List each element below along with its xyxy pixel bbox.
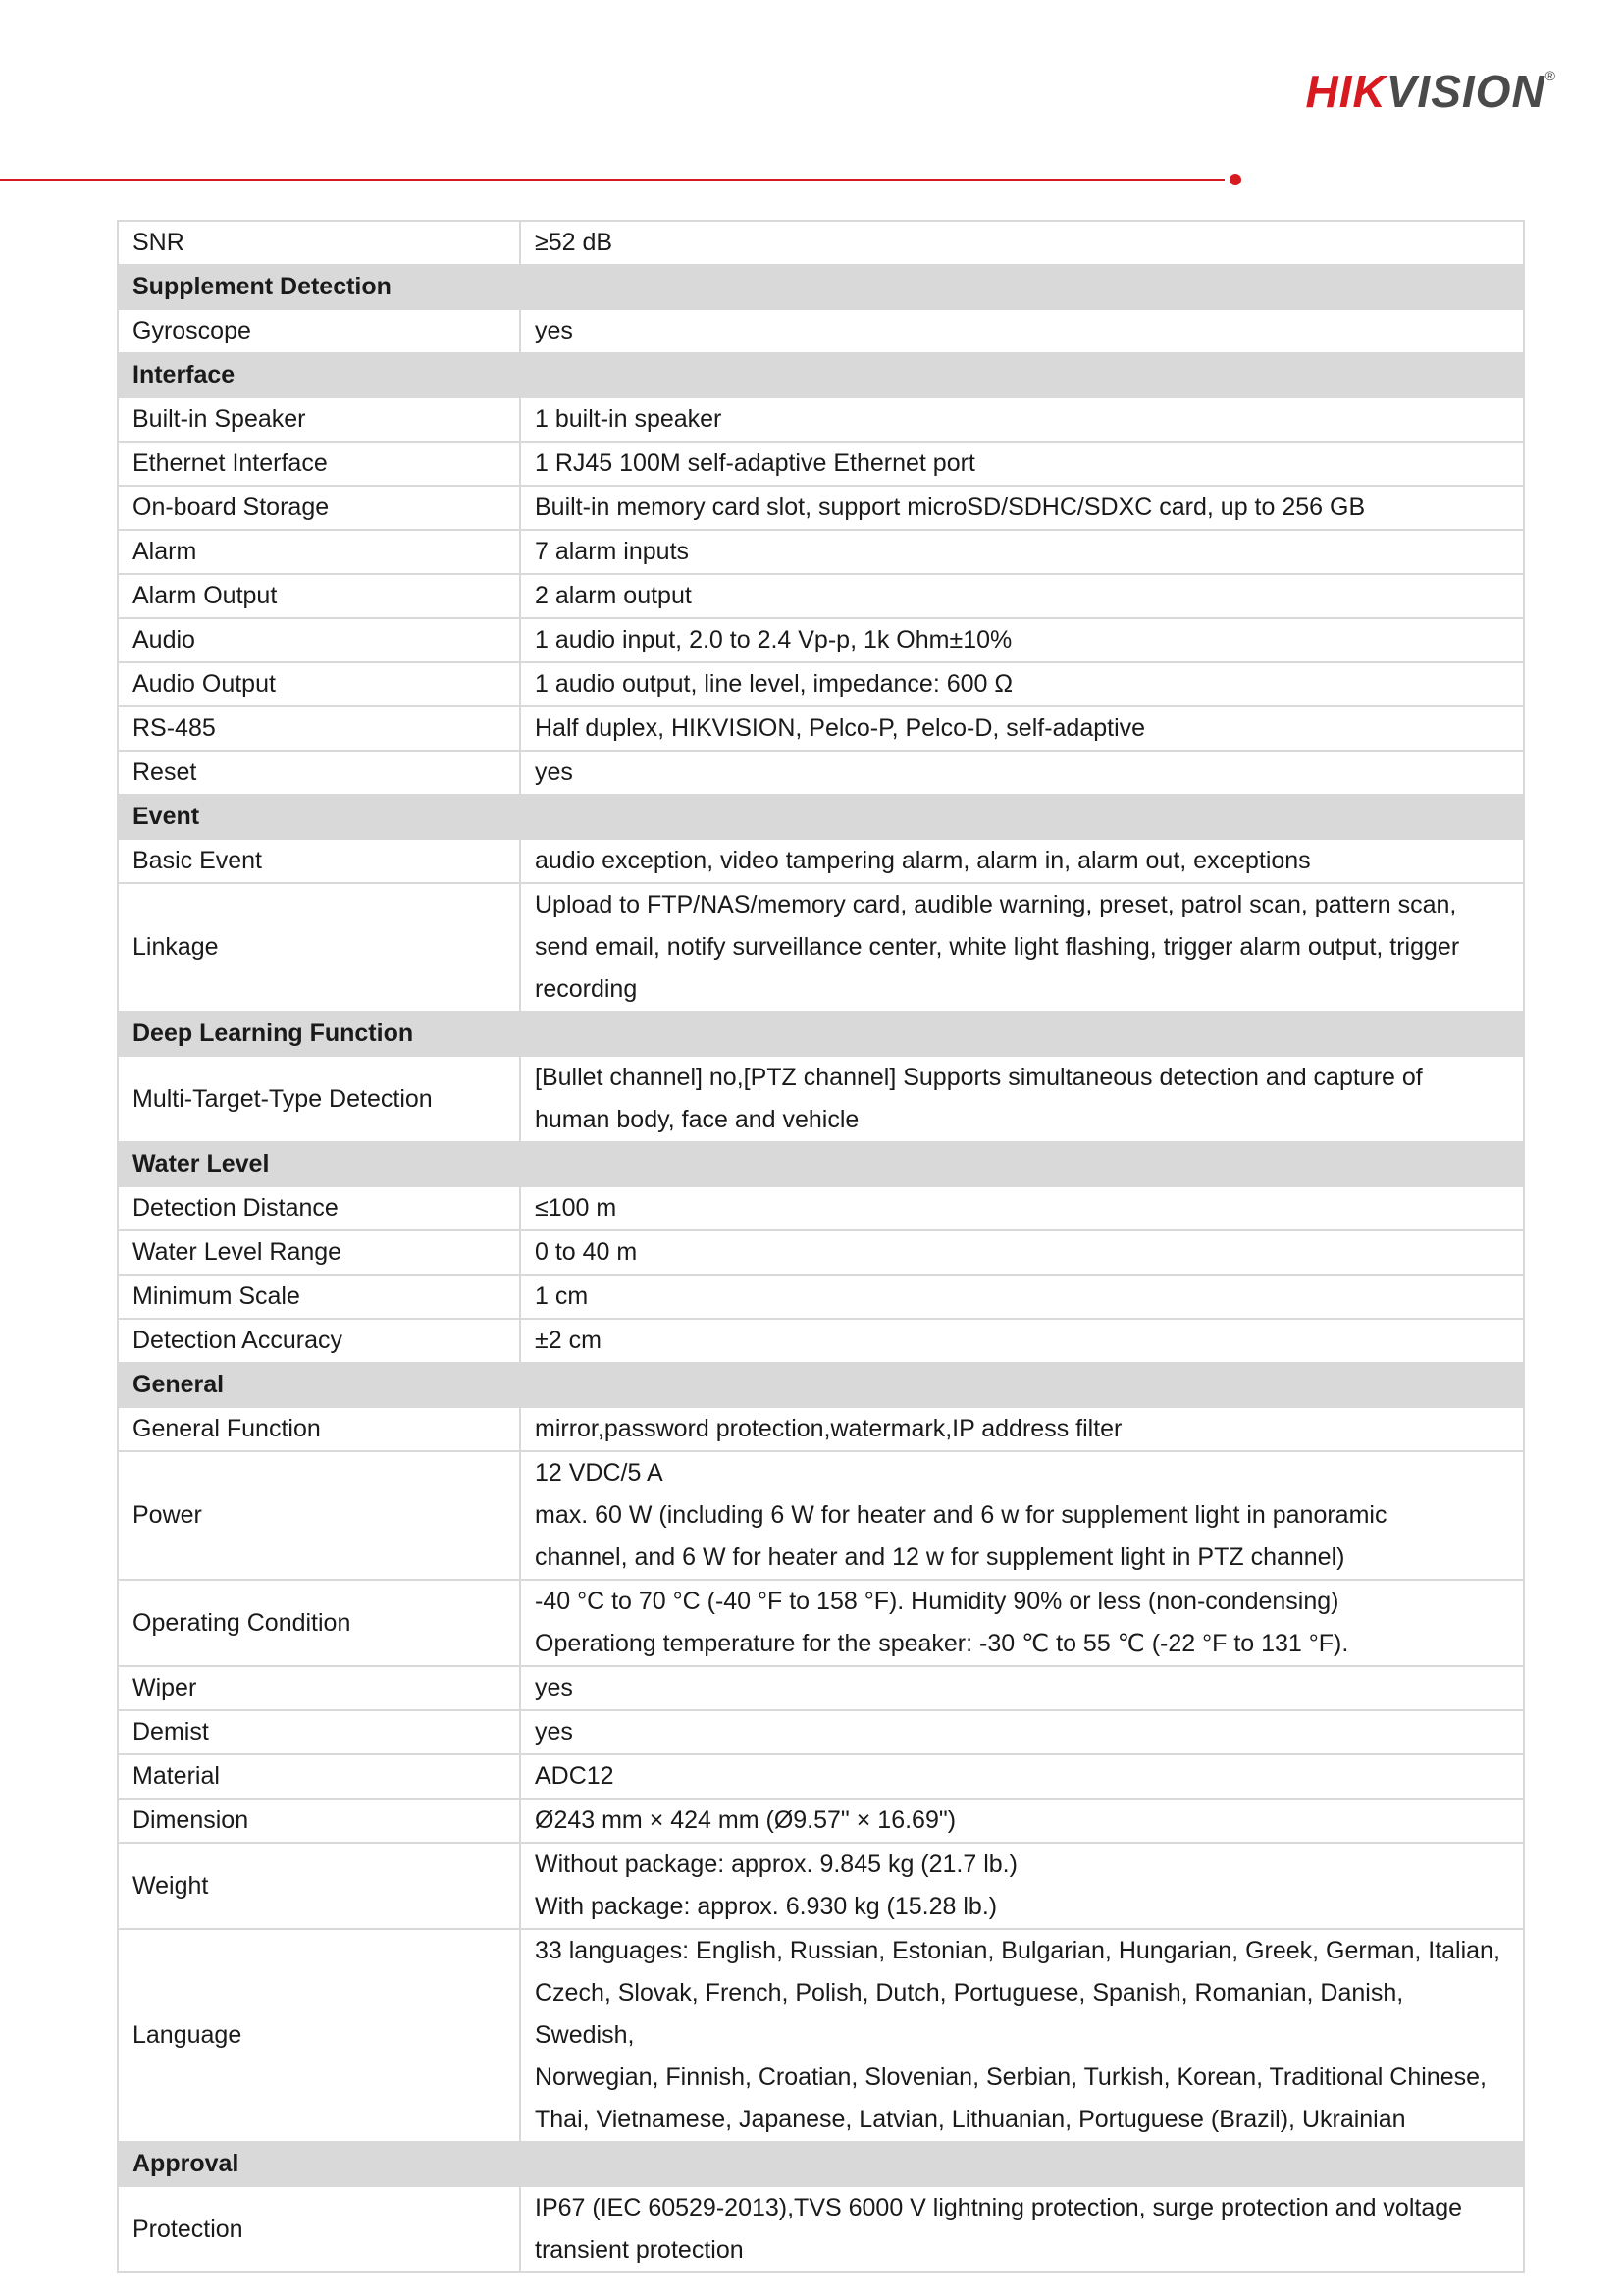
spec-label: Multi-Target-Type Detection bbox=[118, 1056, 520, 1142]
header-divider-line bbox=[0, 179, 1225, 181]
section-header-row bbox=[118, 1363, 1524, 1407]
spec-row bbox=[118, 1754, 1524, 1799]
spec-label: Detection Accuracy bbox=[118, 1319, 520, 1363]
logo-part-hik: HIK bbox=[1305, 66, 1387, 117]
spec-value-line: 1 audio input, 2.0 to 2.4 Vp-p, 1k Ohm±10% bbox=[535, 626, 1013, 653]
spec-label: Weight bbox=[118, 1843, 520, 1929]
spec-label: Power bbox=[118, 1451, 520, 1580]
spec-row bbox=[118, 1407, 1524, 1451]
spec-row bbox=[118, 1799, 1524, 1843]
section-header-row bbox=[118, 1012, 1524, 1056]
header-divider-dot bbox=[1230, 174, 1241, 185]
spec-value-line: -40 °C to 70 °C (-40 °F to 158 °F). Humidity 90% or less (non-condensing) bbox=[535, 1588, 1339, 1615]
section-header: Approval bbox=[118, 2142, 1524, 2186]
spec-row bbox=[118, 751, 1524, 795]
spec-row bbox=[118, 486, 1524, 530]
spec-value bbox=[520, 1186, 1524, 1230]
spec-row bbox=[118, 662, 1524, 706]
spec-row bbox=[118, 221, 1524, 265]
spec-value-line: 1 audio output, line level, impedance: 600 Ω bbox=[535, 670, 1014, 698]
spec-label: Wiper bbox=[118, 1666, 520, 1710]
spec-value bbox=[520, 1407, 1524, 1451]
spec-label: RS-485 bbox=[118, 706, 520, 751]
spec-value bbox=[520, 2186, 1524, 2272]
spec-label: Built-in Speaker bbox=[118, 397, 520, 442]
spec-value-line: 1 RJ45 100M self-adaptive Ethernet port bbox=[535, 449, 975, 477]
spec-row bbox=[118, 883, 1524, 1012]
spec-value-line: ≤100 m bbox=[535, 1194, 617, 1222]
spec-value bbox=[520, 221, 1524, 265]
spec-label: General Function bbox=[118, 1407, 520, 1451]
spec-value bbox=[520, 486, 1524, 530]
spec-label: Basic Event bbox=[118, 839, 520, 883]
section-header: Deep Learning Function bbox=[118, 1012, 1524, 1056]
spec-value bbox=[520, 1799, 1524, 1843]
spec-value-line: 33 languages: English, Russian, Estonian, Bulgarian, Hungarian, Greek, German, Italian, bbox=[535, 1937, 1500, 1964]
logo-registered-mark: ® bbox=[1544, 68, 1556, 83]
spec-value-line: 1 built-in speaker bbox=[535, 405, 722, 433]
spec-value bbox=[520, 1056, 1524, 1142]
spec-value bbox=[520, 1275, 1524, 1319]
spec-row bbox=[118, 706, 1524, 751]
section-header: General bbox=[118, 1363, 1524, 1407]
hikvision-logo bbox=[1305, 66, 1557, 117]
spec-label: Gyroscope bbox=[118, 309, 520, 353]
spec-label: SNR bbox=[118, 221, 520, 265]
spec-value-line: yes bbox=[535, 1674, 573, 1701]
spec-value bbox=[520, 1929, 1524, 2142]
spec-value-line: ±2 cm bbox=[535, 1327, 602, 1354]
spec-label: Language bbox=[118, 1929, 520, 2142]
spec-value-line: send email, notify surveillance center, white light flashing, trigger alarm output, trigger bbox=[535, 933, 1460, 961]
spec-label: Operating Condition bbox=[118, 1580, 520, 1666]
spec-label: Demist bbox=[118, 1710, 520, 1754]
section-header-row bbox=[118, 795, 1524, 839]
spec-row bbox=[118, 1843, 1524, 1929]
spec-row bbox=[118, 442, 1524, 486]
spec-value-line: Without package: approx. 9.845 kg (21.7 lb.) bbox=[535, 1851, 1018, 1878]
spec-value-line: Built-in memory card slot, support microSD/SDHC/SDXC card, up to 256 GB bbox=[535, 494, 1366, 521]
spec-row bbox=[118, 397, 1524, 442]
spec-label: Detection Distance bbox=[118, 1186, 520, 1230]
spec-value-line: audio exception, video tampering alarm, alarm in, alarm out, exceptions bbox=[535, 847, 1311, 874]
spec-value bbox=[520, 839, 1524, 883]
spec-value bbox=[520, 1666, 1524, 1710]
spec-row bbox=[118, 1230, 1524, 1275]
spec-value bbox=[520, 397, 1524, 442]
spec-value-line: Operationg temperature for the speaker: -30 ℃ to 55 ℃ (-22 °F to 131 °F). bbox=[535, 1630, 1349, 1657]
spec-row bbox=[118, 1666, 1524, 1710]
spec-value-line: yes bbox=[535, 317, 573, 344]
spec-value-line: recording bbox=[535, 975, 638, 1003]
logo-part-vision: VISION bbox=[1386, 66, 1545, 117]
spec-value-line: 2 alarm output bbox=[535, 582, 692, 609]
spec-value bbox=[520, 1754, 1524, 1799]
spec-value bbox=[520, 706, 1524, 751]
spec-value-line: ≥52 dB bbox=[535, 229, 613, 256]
spec-row bbox=[118, 1580, 1524, 1666]
spec-label: Alarm Output bbox=[118, 574, 520, 618]
spec-value-line: 1 cm bbox=[535, 1282, 589, 1310]
spec-value-line: channel, and 6 W for heater and 12 w for supplement light in PTZ channel) bbox=[535, 1543, 1345, 1571]
spec-value-line: ADC12 bbox=[535, 1762, 614, 1790]
spec-value-line: Ø243 mm × 424 mm (Ø9.57" × 16.69") bbox=[535, 1806, 957, 1834]
spec-value bbox=[520, 530, 1524, 574]
spec-value-line: 12 VDC/5 A bbox=[535, 1459, 663, 1487]
spec-value bbox=[520, 1580, 1524, 1666]
spec-value-line: Norwegian, Finnish, Croatian, Slovenian, Serbian, Turkish, Korean, Traditional Chinese, bbox=[535, 2063, 1487, 2091]
spec-row bbox=[118, 1056, 1524, 1142]
spec-value bbox=[520, 1843, 1524, 1929]
spec-value-line: Half duplex, HIKVISION, Pelco-P, Pelco-D, self-adaptive bbox=[535, 714, 1146, 742]
spec-value-line: IP67 (IEC 60529-2013),TVS 6000 V lightning protection, surge protection and voltage bbox=[535, 2194, 1463, 2221]
section-header: Water Level bbox=[118, 1142, 1524, 1186]
spec-label: Protection bbox=[118, 2186, 520, 2272]
spec-value-line: Upload to FTP/NAS/memory card, audible warning, preset, patrol scan, pattern scan, bbox=[535, 891, 1457, 918]
spec-row bbox=[118, 1275, 1524, 1319]
spec-row bbox=[118, 1186, 1524, 1230]
spec-label: Ethernet Interface bbox=[118, 442, 520, 486]
spec-label: Water Level Range bbox=[118, 1230, 520, 1275]
spec-label: Audio bbox=[118, 618, 520, 662]
spec-value bbox=[520, 309, 1524, 353]
spec-value-line: yes bbox=[535, 758, 573, 786]
spec-label: Dimension bbox=[118, 1799, 520, 1843]
spec-row bbox=[118, 618, 1524, 662]
spec-row bbox=[118, 1929, 1524, 2142]
specification-table-body bbox=[118, 221, 1524, 2272]
spec-value-line: 7 alarm inputs bbox=[535, 538, 690, 565]
spec-value-line: With package: approx. 6.930 kg (15.28 lb.) bbox=[535, 1893, 998, 1920]
spec-label: Reset bbox=[118, 751, 520, 795]
section-header: Supplement Detection bbox=[118, 265, 1524, 309]
spec-value-line: human body, face and vehicle bbox=[535, 1106, 860, 1133]
spec-value-line: mirror,password protection,watermark,IP address filter bbox=[535, 1415, 1123, 1442]
spec-row bbox=[118, 574, 1524, 618]
spec-value-line: Czech, Slovak, French, Polish, Dutch, Portuguese, Spanish, Romanian, Danish, Swedish, bbox=[535, 1979, 1404, 2049]
spec-value-line: transient protection bbox=[535, 2236, 744, 2264]
section-header: Event bbox=[118, 795, 1524, 839]
spec-value-line: max. 60 W (including 6 W for heater and 6 w for supplement light in panoramic bbox=[535, 1501, 1387, 1529]
spec-value bbox=[520, 618, 1524, 662]
spec-row bbox=[118, 839, 1524, 883]
spec-value bbox=[520, 1451, 1524, 1580]
spec-label: Minimum Scale bbox=[118, 1275, 520, 1319]
section-header-row bbox=[118, 2142, 1524, 2186]
spec-row bbox=[118, 2186, 1524, 2272]
spec-value-line: [Bullet channel] no,[PTZ channel] Supports simultaneous detection and capture of bbox=[535, 1064, 1423, 1091]
spec-value bbox=[520, 751, 1524, 795]
spec-value bbox=[520, 1319, 1524, 1363]
spec-row bbox=[118, 1319, 1524, 1363]
spec-value bbox=[520, 442, 1524, 486]
spec-row bbox=[118, 1451, 1524, 1580]
section-header-row bbox=[118, 353, 1524, 397]
spec-value bbox=[520, 662, 1524, 706]
spec-label: Material bbox=[118, 1754, 520, 1799]
section-header-row bbox=[118, 1142, 1524, 1186]
spec-label: Alarm bbox=[118, 530, 520, 574]
specification-table bbox=[117, 220, 1525, 2273]
spec-label: On-board Storage bbox=[118, 486, 520, 530]
spec-row bbox=[118, 309, 1524, 353]
spec-value bbox=[520, 574, 1524, 618]
spec-value bbox=[520, 883, 1524, 1012]
spec-label: Audio Output bbox=[118, 662, 520, 706]
spec-label: Linkage bbox=[118, 883, 520, 1012]
spec-value-line: Thai, Vietnamese, Japanese, Latvian, Lithuanian, Portuguese (Brazil), Ukrainian bbox=[535, 2106, 1406, 2133]
spec-row bbox=[118, 530, 1524, 574]
spec-value-line: 0 to 40 m bbox=[535, 1238, 638, 1266]
section-header: Interface bbox=[118, 353, 1524, 397]
spec-value bbox=[520, 1710, 1524, 1754]
spec-value-line: yes bbox=[535, 1718, 573, 1746]
section-header-row bbox=[118, 265, 1524, 309]
spec-value bbox=[520, 1230, 1524, 1275]
spec-row bbox=[118, 1710, 1524, 1754]
